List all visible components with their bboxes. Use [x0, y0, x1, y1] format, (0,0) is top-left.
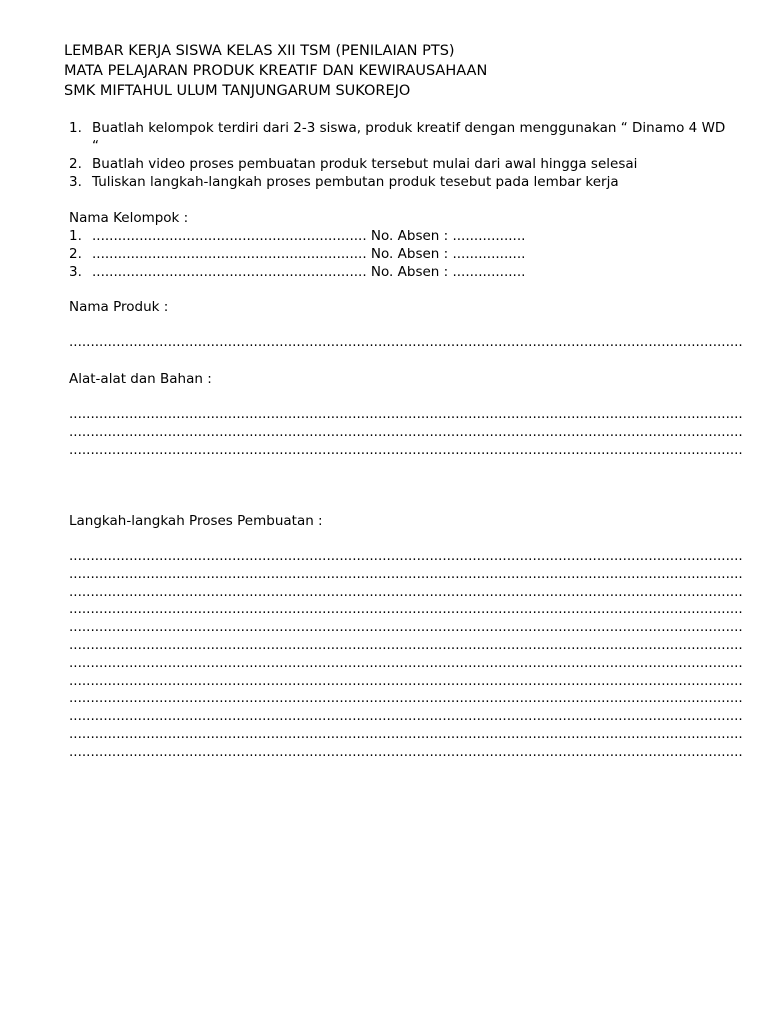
instruction-number: 3.	[69, 174, 82, 190]
steps-fill-line: .............................................................................................................................................................	[69, 708, 743, 725]
member-fill-line: ................................................................ No. Absen : .................	[92, 264, 526, 280]
instruction-item	[69, 173, 729, 191]
steps-fill-line: .............................................................................................................................................................	[69, 636, 743, 653]
worksheet-header	[64, 41, 487, 101]
steps-fill-line: .............................................................................................................................................................	[69, 654, 743, 671]
steps-fill-line: .............................................................................................................................................................	[69, 583, 743, 600]
tools-fill-line: .............................................................................................................................................................	[69, 406, 743, 422]
instruction-item	[69, 119, 729, 155]
steps-fill-line: .............................................................................................................................................................	[69, 743, 743, 760]
header-school: SMK MIFTAHUL ULUM TANJUNGARUM SUKOREJO	[64, 83, 411, 99]
steps-fill-line: .............................................................................................................................................................	[69, 725, 743, 742]
instruction-text: Buatlah video proses pembuatan produk tersebut mulai dari awal hingga selesai	[92, 156, 638, 172]
product-fill-line: .............................................................................................................................................................	[69, 334, 743, 350]
instruction-number: 1.	[69, 120, 82, 136]
header-title: LEMBAR KERJA SISWA KELAS XII TSM (PENILAIAN PTS)	[64, 43, 455, 59]
instruction-number: 2.	[69, 156, 82, 172]
steps-fill-line: .............................................................................................................................................................	[69, 601, 743, 618]
member-fill-line: ................................................................ No. Absen : .................	[92, 246, 526, 262]
instruction-list	[69, 119, 729, 191]
member-fill-line: ................................................................ No. Absen : .................	[92, 228, 526, 244]
steps-fill-line: .............................................................................................................................................................	[69, 619, 743, 636]
tools-fill-line: .............................................................................................................................................................	[69, 423, 743, 440]
product-label: Nama Produk :	[69, 299, 169, 315]
steps-label: Langkah-langkah Proses Pembuatan :	[69, 513, 323, 529]
tools-label: Alat-alat dan Bahan :	[69, 371, 212, 387]
group-label: Nama Kelompok :	[69, 210, 189, 226]
instruction-text: Tuliskan langkah-langkah proses pembutan produk tesebut pada lembar kerja	[92, 174, 619, 190]
header-subject: MATA PELAJARAN PRODUK KREATIF DAN KEWIRAUSAHAAN	[64, 63, 488, 79]
steps-fill-line: .............................................................................................................................................................	[69, 690, 743, 707]
instruction-item	[69, 155, 729, 173]
instruction-text: Buatlah kelompok terdiri dari 2-3 siswa, produk kreatif dengan menggunakan “ Dinamo 4 WD “	[92, 120, 726, 154]
steps-fill-line: .............................................................................................................................................................	[69, 548, 743, 564]
member-number: 2.	[69, 246, 82, 262]
steps-fill-line: .............................................................................................................................................................	[69, 565, 743, 582]
member-row	[69, 227, 525, 245]
tools-fill-line: .............................................................................................................................................................	[69, 441, 743, 458]
member-number: 3.	[69, 264, 82, 280]
member-row	[69, 245, 525, 263]
member-number: 1.	[69, 228, 82, 244]
steps-section	[69, 512, 743, 762]
group-section	[69, 209, 525, 281]
steps-fill-line: .............................................................................................................................................................	[69, 672, 743, 689]
member-row	[69, 263, 525, 281]
tools-section	[69, 370, 743, 459]
product-section	[69, 298, 743, 352]
